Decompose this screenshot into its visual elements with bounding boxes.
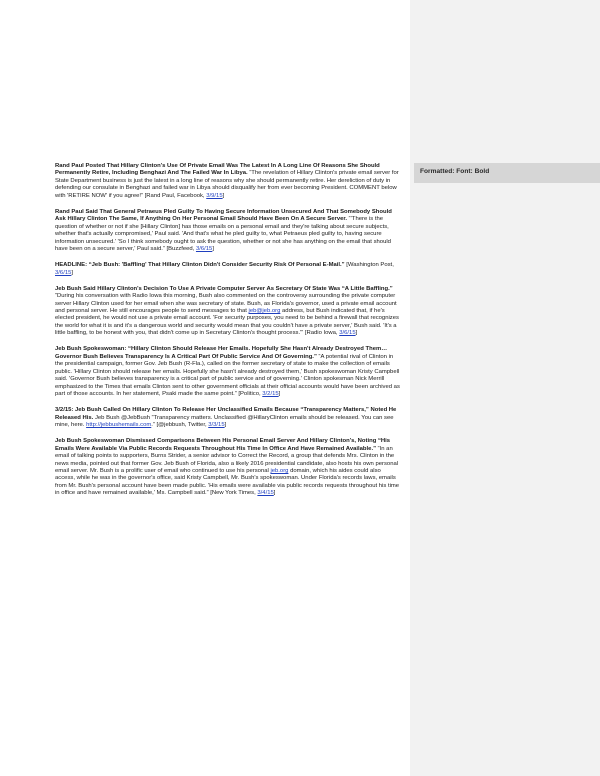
paragraph-text: “A potential rival of Clinton in the presidential campaign, former Gov. Jeb Bush (R-Fla.), called on the former secretary of state to make the collection of emails public. 'Hillary Clinton should release her emails. Hopefully she hasn't already destroyed them,' Bush spokeswoman Kristy Campbell said. 'Governor Bush believes transparency is a critical part of public service and of governing.' Clinton spokesman Nick Merrill emphasized to the Times that emails Clinton sent to other government officials at their official accounts would have been archived as part of those accounts. In her statement, Psaki made the same point.” [Politico, [55, 353, 400, 398]
paragraph-tail: ] [273, 490, 276, 497]
source-link[interactable]: 3/6/15 [339, 330, 356, 337]
paragraph-headline-jeb-bush [55, 262, 402, 277]
paragraph-tail: address, but Bush indicated that, if he's elected president, he would not use a private email account. 'For security purposes, you need to be behind a firewall that recognizes the world for what it is and it's a dangerous world and security would mean that you couldn't have a private server,' Bush said. 'It's a little baffling, to be honest with you, that didn't come up in Secretary Clinton's thought process.'” [Radio Iowa, [55, 308, 399, 337]
paragraph-text: “‘There is the question of whether or not if she [Hillary Clinton] has those emails on a personal email and they're talking about secure subjects, whether that's actually compromised,' Paul said. 'And that's what he pled guilty to, what Petraeus pled guilty to, having secure information unsecured.' 'So I think somebody ought to ask the question, whether or not she has anything on the email that should have been on a secure server,' Paul said.” [Buzzfeed, [55, 216, 391, 253]
paragraph-jeb-bush-spokeswoman [55, 346, 402, 398]
formatting-comment-balloon[interactable] [414, 163, 600, 183]
website-link[interactable]: http://jebbushemails.com [86, 422, 152, 429]
paragraph-jeb-bush-comparisons [55, 438, 402, 498]
paragraph-tail: ] [71, 269, 74, 276]
paragraph-heading: Jeb Bush Said Hillary Clinton's Decision To Use A Private Computer Server As Secretary Of State Was “A Little Baffling.” [55, 285, 393, 292]
paragraph-text: “During his conversation with Radio Iowa this morning, Bush also commented on the controversy surrounding the private computer server Hillary Clinton used for her email when she was secretary of state. Bush, as Florida's governor, used a private email account and personal server. He still encourages people to send messages to that [55, 293, 397, 315]
paragraph-tail: ] [355, 330, 358, 337]
source-link[interactable]: 3/6/15 [55, 269, 72, 276]
paragraph-tail: ] [278, 391, 281, 398]
source-link[interactable]: 3/4/15 [257, 490, 274, 497]
paragraph-tail: .” [@jebbush, Twitter, [151, 422, 209, 429]
paragraph-tail: domain, which his aides could also access, while he was in the governor's office, said Kristy Campbell, Mr. Bush's spokeswoman. Under Florida's records laws, emails from Mr. Bush's personal account have been made public. 'His emails were available via public records requests throughout his time in office and have remained available,' Ms. Campbell said.” [New York Times, [55, 467, 400, 497]
source-link[interactable]: 3/2/15 [262, 391, 279, 398]
email-link[interactable]: jeb@jeb.org [248, 308, 281, 315]
paragraph-heading: HEADLINE: “Jeb Bush: 'Baffling' That Hillary Clinton Didn't Consider Security Risk Of Personal E-Mail.” [55, 262, 345, 269]
paragraph-tail: ] [224, 422, 227, 429]
paragraph-heading: Rand Paul Posted That Hillary Clinton's Use Of Private Email Was The Latest In A Long Line Of Reasons She Should Permanently Retire, Including Benghazi And The Failed War In Libya. [55, 163, 380, 177]
paragraph-jeb-bush-baffling [55, 286, 402, 338]
paragraph-text: “In an email of talking points to supporters, Burns Strider, a senior advisor to Correct the Record, a group that defends Mrs. Clinton in the news media, pointed out that former Gov. Jeb Bush of Florida, also a likely 2016 presidential candidate, also hosts his own personal email server. Mr. Bush is a prolific user of email who continued to use his personal [55, 445, 399, 474]
paragraph-text: Jeb Bush @JebBush “Transparency matters. Unclassified @HillaryClinton emails should be released. You can see mine, here. [55, 414, 394, 429]
source-link[interactable]: 3/3/15 [208, 422, 225, 429]
paragraph-heading: Jeb Bush Spokeswoman: “Hillary Clinton Should Release Her Emails. Hopefully She Hasn't Already Destroyed Them…Governor Bush Believes Transparency Is A Critical Part Of Public Service And Of Governing.” [55, 346, 388, 360]
paragraph-text: “The revelation of Hillary Clinton's private email server for State Department business is just the latest in a long line of reasons why she should permanently retire. Her dereliction of duty in defending our consulate in Benghazi and failed war in Libya should disqualify her from ever becoming President. COMMENT below with 'RETIRE NOW' if you agree!” [Rand Paul, Facebook, [55, 170, 399, 199]
paragraph-heading: 3/2/15: Jeb Bush Called On Hillary Clinton To Release Her Unclassified Emails Because “Transparency Matters,” Noted He Released His. [55, 407, 397, 421]
source-link[interactable]: 3/6/15 [195, 246, 213, 253]
paragraph-text: [Washington Post, [344, 262, 394, 269]
document-body [55, 163, 402, 506]
paragraph-rand-paul-petraeus [55, 209, 402, 254]
source-link[interactable]: 3/9/15 [206, 192, 223, 199]
comment-label: Formatted: Font: Bold [420, 168, 490, 175]
paragraph-jeb-bush-tweet [55, 407, 402, 429]
paragraph-heading: Rand Paul Said That General Petraeus Pled Guilty To Having Secure Information Unsecured And That Somebody Should Ask Hillary Clinton The Same, If Anything On Her Personal Email Should Have Been On A Secure Server. [55, 208, 392, 223]
paragraph-heading: Jeb Bush Spokeswoman Dismissed Comparisons Between His Personal Email Server And Hillary Clinton's, Noting “His Emails Were Available Via Public Records Requests Throughout His Time In Office And Have Remained Available.” [55, 438, 391, 452]
paragraph-tail: ] [212, 246, 214, 253]
domain-link[interactable]: jeb.org [270, 467, 289, 474]
comment-margin-panel [410, 0, 600, 776]
paragraph-tail: ] [222, 192, 225, 199]
paragraph-rand-paul-retire [55, 163, 402, 200]
